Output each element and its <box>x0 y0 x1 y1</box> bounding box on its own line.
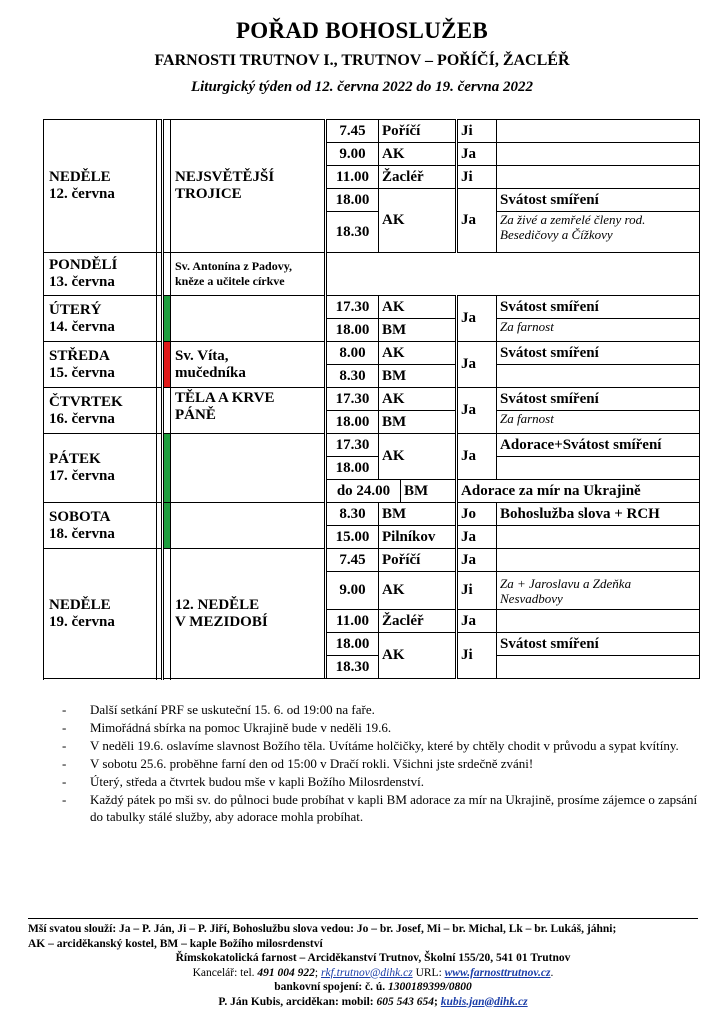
table-row: PÁTEK 17. června 17.30 AK Ja Adorace+Svátost smíření <box>44 434 700 457</box>
table-row: 11.00 Žacléř Ja <box>44 610 700 633</box>
table-row: PONDĚLÍ 13. června Sv. Antonína z Padovy, kněze a učitele církve <box>44 253 700 296</box>
table-row: 18.00 AK Ja Svátost smíření <box>44 189 700 212</box>
footer-priest: P. Ján Kubis, arciděkan: mobil: 605 543 654; kubis.jan@dihk.cz <box>218 995 528 1008</box>
list-item: - V sobotu 25.6. proběhne farní den od 15:00 v Dračí rokli. Všichni jste srdečně zváni! <box>62 755 700 772</box>
table-row: do 24.00 BM Adorace za mír na Ukrajině <box>44 480 700 503</box>
day-cell: PÁTEK 17. června <box>44 434 157 503</box>
feast-cell: NEJSVĚTĚJŠÍ TROJICE <box>171 120 326 253</box>
table-row: 9.00 AK Ji Za + Jaroslavu a Zdeňka Nesvadbovy <box>44 572 700 610</box>
day-cell: NEDĚLE 12. června <box>44 120 157 253</box>
list-item: - Mimořádná sbírka na pomoc Ukrajině bude v neděli 19.6. <box>62 719 700 736</box>
list-item: - Další setkání PRF se uskuteční 15. 6. od 19:00 na faře. <box>62 701 700 718</box>
table-row: SOBOTA 18. června 8.30 BM Jo Bohoslužba slova + RCH <box>44 503 700 526</box>
footer-line1: Mší svatou slouží: Ja – P. Ján, Ji – P. Jiří, Bohoslužbu slova vedou: Jo – br. Josef, Mi – br. Michal, Lk – br. Lukáš, jáhni; <box>28 923 617 935</box>
list-item: - V neděli 19.6. oslavíme slavnost Božího těla. Uvítáme holčičky, které by chtěly chodit v průvodu a sypat kvítíny. <box>62 737 700 754</box>
table-row: NEDĚLE 12. června NEJSVĚTĚJŠÍ TROJICE 7.45 Poříčí Ji <box>44 120 700 143</box>
day-cell: STŘEDA 15. června <box>44 342 157 388</box>
footer-line3: Římskokatolická farnost – Arciděkanství Trutnov, Školní 155/20, 541 01 Trutnov <box>175 952 571 964</box>
website-link[interactable]: www.farnosttrutnov.cz <box>444 966 551 979</box>
list-item: - Každý pátek po mši sv. do půlnoci bude probíhat v kapli BM adorace za mír na Ukrajině, prosíme zájemce o zapsání do tabulky stálé služby, aby adorace mohla probíhat. <box>62 791 700 825</box>
day-cell: ČTVRTEK 16. června <box>44 388 157 434</box>
footer-line2: AK – arciděkanský kostel, BM – kaple Božího milosrdenství <box>28 937 323 950</box>
day-cell: SOBOTA 18. června <box>44 503 157 549</box>
announcements-list <box>62 701 700 826</box>
footer-divider <box>28 918 698 919</box>
table-row: ÚTERÝ 14. června 17.30 AK Ja Svátost smíření <box>44 296 700 319</box>
footer <box>28 922 718 1009</box>
feast-cell: Sv. Víta, mučedníka <box>171 342 326 388</box>
feast-cell: 12. NEDĚLE V MEZIDOBÍ <box>171 549 326 679</box>
table-row: 18.00 BM Za farnost <box>44 319 700 342</box>
week-label: Liturgický týden od 12. června 2022 do 19. června 2022 <box>190 79 534 95</box>
table-row: 18.00 AK Ji Svátost smíření <box>44 633 700 656</box>
table-row: 8.30 BM <box>44 365 700 388</box>
footer-contact: Kancelář: tel. 491 004 922; rkf.trutnov@dihk.cz URL: www.farnosttrutnov.cz. <box>192 966 554 979</box>
table-row: STŘEDA 15. června Sv. Víta, mučedníka 8.00 AK Ja Svátost smíření <box>44 342 700 365</box>
table-row: 9.00 AK Ja <box>44 143 700 166</box>
page-title: POŘAD BOHOSLUŽEB <box>235 18 489 43</box>
table-row: 11.00 Žacléř Ji <box>44 166 700 189</box>
table-row: 18.00 <box>44 457 700 480</box>
table-row: 18.00 BM Za farnost <box>44 411 700 434</box>
day-cell: ÚTERÝ 14. června <box>44 296 157 342</box>
table-row: 15.00 Pilníkov Ja <box>44 526 700 549</box>
day-cell: PONDĚLÍ 13. června <box>44 253 157 296</box>
schedule-table: NEDĚLE 12. června NEJSVĚTĚJŠÍ TROJICE 7.45 Poříčí Ji 9.00 AK Ja 11.00 Žacléř Ji 18.00 AK Ja Svátost smíření 18.30 Za živé a zemřelé členy rod. Besedičovy a Čížkovy PONDĚLÍ 13. června Sv. Antonína z Padovy, kněze a učitele církve ÚTERÝ 14. června 17.30 AK Ja Svátost smíření 18.00 BM Za farnost STŘEDA 15. června Sv. Víta, mučedníka 8.00 AK Ja Svátost smíření 8.30 BM ČTVRTEK 16. června TĚLA A KRVE PÁNĚ 17.30 AK Ja Svátost smíření 18.00 BM Za farnost PÁTEK 17. června 17.30 AK Ja Adorace+Svátost smíření 18.00 do 24.00 BM Adorace za mír na Ukrajině SOBOTA 18. června 8.30 BM Jo Bohoslužba slova + RCH 15.00 Pilníkov Ja NEDĚLE 19. června 12. NEDĚLE V MEZIDOBÍ 7.45 Poříčí Ja 9.00 AK Ji Za + Jaroslavu a Zdeňka Nesvadbovy 11.00 Žacléř Ja 18.00 AK Ji Svátost smíření 18.30 <box>43 119 700 679</box>
email-link[interactable]: rkf.trutnov@dihk.cz <box>320 966 413 979</box>
priest-email-link[interactable]: kubis.jan@dihk.cz <box>440 995 528 1008</box>
table-row: ČTVRTEK 16. června TĚLA A KRVE PÁNĚ 17.30 AK Ja Svátost smíření <box>44 388 700 411</box>
day-cell: NEDĚLE 19. června <box>44 549 157 679</box>
table-row: 18.30 <box>44 656 700 679</box>
table-row: NEDĚLE 19. června 12. NEDĚLE V MEZIDOBÍ 7.45 Poříčí Ja <box>44 549 700 572</box>
footer-bank: bankovní spojení: č. ú. 1300189399/0800 <box>274 981 472 993</box>
feast-cell: TĚLA A KRVE PÁNĚ <box>171 388 326 434</box>
list-item: - Úterý, středa a čtvrtek budou mše v kapli Božího Milosrdenství. <box>62 773 700 790</box>
page-subtitle: FARNOSTI TRUTNOV I., TRUTNOV – POŘÍČÍ, ŽACLÉŘ <box>154 52 570 69</box>
